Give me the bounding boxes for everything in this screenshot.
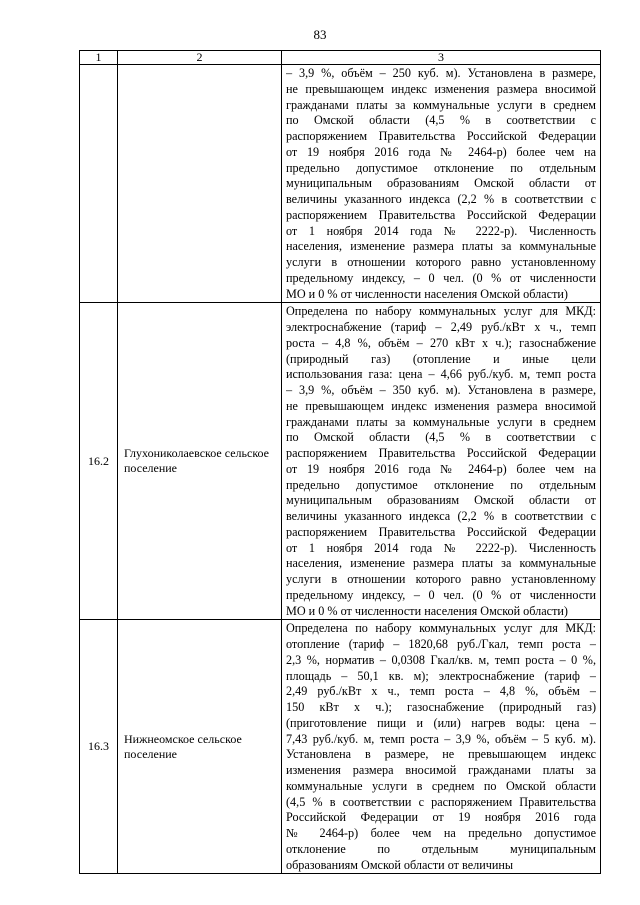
- settlement-name: Нижнеомское сельское поселение: [118, 620, 282, 874]
- description-line: по Омской области (4,5 % в соответствии с: [286, 113, 596, 128]
- description-line: Определена по набору коммунальных услуг для МКД:: [286, 621, 596, 636]
- description-line: населения, изменение размера платы за коммунальные: [286, 556, 596, 571]
- settlement-name: Глухониколаевское сельское поселение: [118, 303, 282, 620]
- description-line: 2,3 %, норматив – 0,0308 Гкал/кв. м, темп роста – 0 %,: [286, 652, 596, 667]
- description-line: 2,49 руб./кВт х ч., темп роста – 4,8 %, объём –: [286, 684, 596, 699]
- description-line: (природный газ) (отопление и иные цели: [286, 351, 596, 366]
- table-header-row: [80, 51, 601, 65]
- description-cell: [282, 65, 601, 303]
- description-line: предельному индексу, – 0 чел. (0 % от численности: [286, 587, 596, 602]
- description-line: по Омской области (4,5 % в соответствии с: [286, 430, 596, 445]
- description-line: не превышающем индекс изменения размера вносимой: [286, 81, 596, 96]
- description-line: № 2464-р) более чем на предельно допустимое: [286, 826, 596, 840]
- description-line: распоряжением Правительства Российской Федерации: [286, 129, 596, 143]
- column-header-2: 2: [118, 51, 282, 65]
- description-line: муниципальным образованиям Омской области от: [286, 493, 596, 508]
- description-line: 150 кВт х ч.); газоснабжение (природный газ): [286, 700, 596, 714]
- description-line: услуги в отношении которого равно установленному: [286, 572, 596, 586]
- description-line: образованиям Омской области от величины: [286, 857, 514, 872]
- column-header-1: 1: [80, 51, 118, 65]
- row-number: [80, 65, 118, 303]
- description-line: Российской Федерации от 19 ноября 2016 года: [286, 810, 596, 825]
- description-line: (4,5 % в соответствии с распоряжением Правительства: [286, 794, 596, 809]
- description-line: гражданами платы за коммунальные услуги в среднем: [286, 414, 596, 429]
- description-line: не превышающем индекс изменения размера вносимой: [286, 398, 596, 413]
- description-line: величины указанного индекса (2,2 % в соответствии с: [286, 192, 596, 206]
- description-line: предельно допустимое отклонение по отдельным: [286, 477, 596, 492]
- description-line: – 3,9 %, объём – 250 куб. м). Установлена в размере,: [286, 66, 596, 80]
- description-line: распоряжением Правительства Российской Федерации: [286, 446, 596, 460]
- description-line: изменения размера вносимой гражданами платы за: [286, 763, 596, 777]
- description-line: распоряжением Правительства Российской Федерации: [286, 207, 596, 222]
- table-row: [80, 303, 601, 620]
- description-line: от 19 ноября 2016 года № 2464-р) более чем на: [286, 144, 596, 159]
- description-line: от 1 ноября 2014 года № 2222-р). Численность: [286, 223, 596, 238]
- description-line: электроснабжение (тариф – 2,49 руб./кВт х ч., темп: [286, 320, 596, 334]
- description-cell: [282, 303, 601, 620]
- description-cell: [282, 620, 601, 874]
- description-line: 7,43 руб./куб. м, темп роста – 3,9 %, объём – 5 куб. м).: [286, 731, 596, 746]
- description-line: роста – 4,8 %, объём – 270 кВт х ч.); газоснабжение: [286, 335, 596, 350]
- settlement-name: [118, 65, 282, 303]
- description-line: Установлена в размере, не превышающем индекс: [286, 747, 596, 762]
- description-line: площадь – 50,1 кв. м); электроснабжение (тариф –: [286, 668, 596, 683]
- description-line: предельному индексу, – 0 чел. (0 % от численности: [286, 270, 596, 285]
- description-line: – 3,9 %, объём – 350 куб. м). Установлена в размере,: [286, 383, 596, 397]
- description-line: распоряжением Правительства Российской Федерации: [286, 524, 596, 539]
- table-row: [80, 65, 601, 303]
- description-line: муниципальным образованиям Омской области от: [286, 176, 596, 191]
- description-line: МО и 0 % от численности населения Омской области): [286, 286, 568, 301]
- description-line: населения, изменение размера платы за коммунальные: [286, 239, 596, 254]
- description-line: услуги в отношении которого равно установленному: [286, 255, 596, 269]
- description-line: от 1 ноября 2014 года № 2222-р). Численность: [286, 540, 596, 555]
- description-line: отопление (тариф – 1820,68 руб./Гкал, темп роста –: [286, 637, 596, 651]
- description-line: коммунальные услуги в среднем по Омской области: [286, 778, 596, 793]
- description-line: предельно допустимое отклонение по отдельным: [286, 160, 596, 175]
- description-line: использования газа: цена – 4,66 руб./куб. м, темп роста: [286, 367, 596, 382]
- page-number: 83: [313, 27, 327, 42]
- description-line: гражданами платы за коммунальные услуги в среднем: [286, 97, 596, 112]
- description-line: отклонение по отдельным муниципальным: [286, 841, 596, 856]
- description-line: (приготовление пищи и (или) нагрев воды: цена –: [286, 715, 596, 730]
- row-number: 16.3: [80, 620, 118, 874]
- table-row: [80, 620, 601, 874]
- description-line: Определена по набору коммунальных услуг для МКД:: [286, 304, 596, 319]
- description-line: величины указанного индекса (2,2 % в соответствии с: [286, 509, 596, 523]
- description-line: от 19 ноября 2016 года № 2464-р) более чем на: [286, 461, 596, 476]
- description-line: МО и 0 % от численности населения Омской области): [286, 603, 568, 618]
- document-table: [79, 50, 601, 874]
- column-header-3: 3: [282, 51, 601, 65]
- row-number: 16.2: [80, 303, 118, 620]
